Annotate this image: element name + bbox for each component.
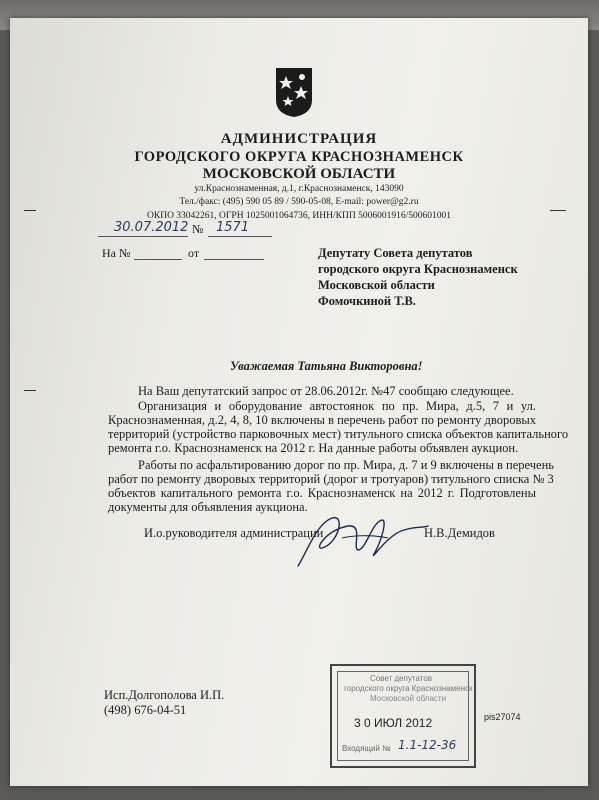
org-phone: Тел./факс: (495) 590 05 89 / 590-05-08, E-mail: power@g2.ru (179, 197, 419, 207)
margin-mark (24, 390, 36, 391)
addressee-line2: городского округа Краснознаменск (318, 262, 518, 276)
paragraph3-line2: работ по ремонту дворовых территорий (дорог и тротуаров) титульного списка № 3 (108, 472, 554, 486)
stamp-date: 3 0 ИЮЛ 2012 (354, 716, 433, 730)
outgoing-date: 30.07.2012 (114, 220, 189, 235)
reply-to-label: На № (102, 246, 131, 260)
reply-from-line (204, 259, 264, 260)
stamp-line1: Совет депутатов (370, 674, 433, 683)
paragraph3-line1: Работы по асфальтированию дорог по пр. Мира, д. 7 и 9 включены в перечень (138, 458, 554, 472)
addressee-line1: Депутату Совета депутатов (318, 246, 473, 260)
org-title-line1: АДМИНИСТРАЦИЯ (220, 131, 378, 147)
org-codes: ОКПО 33042261, ОГРН 1025001064736, ИНН/КПП 5006001916/500601001 (147, 211, 451, 221)
signatory-name: Н.В.Демидов (424, 526, 495, 540)
handwritten-signature (292, 504, 432, 574)
org-title-line3: МОСКОВСКОЙ ОБЛАСТИ (202, 166, 396, 182)
reply-from-label: от (188, 246, 200, 260)
coat-of-arms-emblem (274, 66, 314, 118)
addressee-line3: Московской области (318, 278, 435, 292)
paragraph3-line4: документы для объявления аукциона. (108, 500, 308, 514)
paragraph2-line1: Организация и оборудование автостоянок по пр. Мира, д.5, 7 и ул. (138, 399, 536, 413)
executor-name: Исп.Долгополова И.П. (104, 688, 225, 702)
incoming-stamp (330, 664, 476, 768)
outgoing-number: 1571 (216, 220, 250, 235)
stamp-line3: Московской области (370, 694, 447, 703)
paragraph2-line4: ремонта г.о. Краснознаменск на 2012 г. На данные работы объявлен аукцион. (108, 441, 519, 455)
outgoing-number-label: № (192, 222, 204, 236)
reply-to-line (134, 259, 182, 260)
stamp-line2: городского округа Краснознаменск (344, 684, 473, 693)
salutation: Уважаемая Татьяна Викторовна! (230, 359, 423, 373)
outgoing-date-line (98, 236, 188, 237)
org-title-line2: ГОРОДСКОГО ОКРУГА КРАСНОЗНАМЕНСК (134, 149, 464, 165)
letter-page (10, 18, 588, 786)
org-address: ул.Краснознаменная, д.1, г.Краснознаменск, 143090 (194, 184, 404, 194)
signatory-position: И.о.руководителя администрации (144, 526, 324, 540)
paragraph3-line3: объектов капитального ремонта г.о. Краснознаменск на 2012 г. Подготовлены (108, 486, 536, 500)
paragraph2-line3: территорий (устройство парковочных мест) титульного списка объектов капитального (108, 427, 569, 441)
stamp-incoming-label: Входящий № (342, 744, 391, 753)
stamp-incoming-number: 1.1-12-36 (398, 738, 457, 752)
executor-phone: (498) 676-04-51 (104, 703, 187, 717)
outgoing-number-line (208, 236, 272, 237)
paragraph1-line1: На Ваш депутатский запрос от 28.06.2012г. №47 сообщаю следующее. (138, 384, 514, 398)
paragraph2-line2: Краснознаменная, д.2, 4, 8, 10 включены в перечень работ по ремонту дворовых (108, 413, 536, 427)
addressee-line4: Фомочкиной Т.В. (318, 294, 416, 308)
file-code: pis27074 (484, 712, 521, 722)
